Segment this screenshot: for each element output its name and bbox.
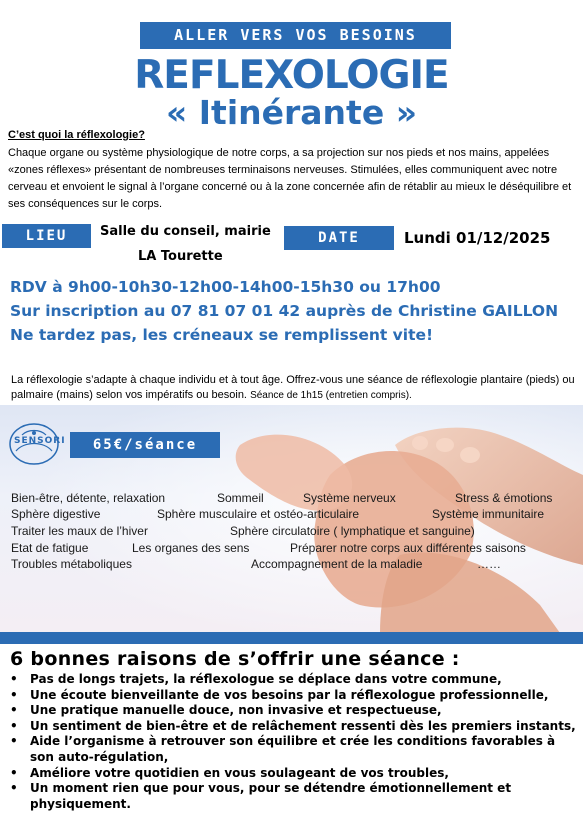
list-item-text: Une écoute bienveillante de vos besoins par la réflexologue professionnelle, [30, 687, 549, 702]
description-paragraph [11, 373, 577, 403]
benefit-item: Accompagnement de la maladie [251, 557, 423, 571]
sensori-logo [8, 421, 66, 467]
session-duration: Séance de 1h15 (entretien compris). [250, 390, 412, 401]
rdv-warning: Ne tardez pas, les créneaux se remplissent vite! [10, 326, 434, 344]
bullet: • [10, 781, 18, 796]
list-item [8, 766, 578, 782]
benefit-item: Système immunitaire [432, 507, 545, 521]
list-item-text: Un sentiment de bien-être et de relâchement ressenti dès les premiers instants, [30, 718, 576, 733]
benefit-item: Stress & émotions [455, 491, 553, 505]
list-item-text: Aide l’organisme à retrouver son équilibre et crée les conditions favorables à son auto-régulation, [30, 734, 556, 764]
benefit-item: Sphère musculaire et ostéo-articulaire [157, 507, 360, 521]
benefit-item: Sphère digestive [11, 507, 101, 521]
section-divider-bar [0, 632, 583, 644]
benefit-item: Les organes des sens [132, 541, 250, 555]
bullet: • [10, 734, 18, 749]
bullet: • [10, 687, 18, 702]
benefit-item: …… [477, 557, 501, 571]
page-subtitle: « Itinérante » [165, 93, 418, 132]
top-banner: ALLER VERS VOS BESOINS [140, 22, 451, 49]
intro-text: Chaque organe ou système physiologique de notre corps, a sa projection sur nos pieds et nos mains, appelées «zones réflexes» présentant de nombreuses terminaisons nerveuses. Stimulées, elles communiquent avec notre cerveau et envoient le signal à l’organe concerné ou à la zone concernée afin de rétablir au mieux le déséquilibre et ses conséquences sur le corps. [8, 147, 572, 210]
lieu-line-2: LA Tourette [138, 249, 223, 264]
list-item [8, 734, 578, 765]
lieu-label: LIEU [2, 224, 91, 248]
lieu-line-1: Salle du conseil, mairie [100, 224, 271, 239]
list-item [8, 719, 578, 735]
benefit-item: Bien-être, détente, relaxation [11, 491, 166, 505]
bullet: • [10, 703, 18, 718]
benefit-item: Système nerveux [303, 491, 396, 505]
date-value: Lundi 01/12/2025 [404, 229, 551, 247]
list-item [8, 688, 578, 704]
price-badge: 65€/séance [70, 432, 220, 458]
list-item-text: Améliore votre quotidien en vous soulageant de vos troubles, [30, 765, 449, 780]
list-item [8, 703, 578, 719]
benefit-item: Sphère circulatoire ( lymphatique et sanguine) [230, 524, 475, 538]
bullet: • [10, 765, 18, 780]
intro-question: C’est quoi la réflexologie? [8, 129, 145, 141]
rdv-inscription: Sur inscription au 07 81 07 01 42 auprès de Christine GAILLON [10, 302, 559, 320]
reasons-title: 6 bonnes raisons de s’offrir une séance : [10, 648, 460, 670]
list-item-text: Pas de longs trajets, la réflexologue se déplace dans votre commune, [30, 672, 502, 686]
bullet: • [10, 718, 18, 733]
list-item-text: Un moment rien que pour vous, pour se détendre émotionnellement et physiquement. [30, 781, 512, 811]
sensori-logo-text: SENSORI [14, 436, 66, 446]
list-item-text: Une pratique manuelle douce, non invasive et respectueuse, [30, 703, 442, 718]
bullet: • [10, 672, 18, 686]
reasons-list [8, 672, 578, 812]
benefit-item: Troubles métaboliques [11, 557, 132, 571]
description-text: La réflexologie s’adapte à chaque individu et à tout âge. Offrez-vous une séance de réflexologie plantaire (pieds) ou palmaire (mains) selon vos impératifs ou besoin. [11, 374, 575, 401]
benefit-item: Traiter les maux de l’hiver [11, 524, 148, 538]
benefit-item: Sommeil [217, 491, 264, 505]
benefit-item: Préparer notre corps aux différentes saisons [290, 541, 526, 555]
page-title: REFLEXOLOGIE [134, 53, 449, 98]
list-item [8, 781, 578, 812]
list-item [8, 672, 578, 688]
benefit-item: Etat de fatigue [11, 541, 89, 555]
rdv-times: RDV à 9h00-10h30-12h00-14h00-15h30 ou 17h00 [10, 278, 441, 296]
date-label: DATE [284, 226, 394, 250]
